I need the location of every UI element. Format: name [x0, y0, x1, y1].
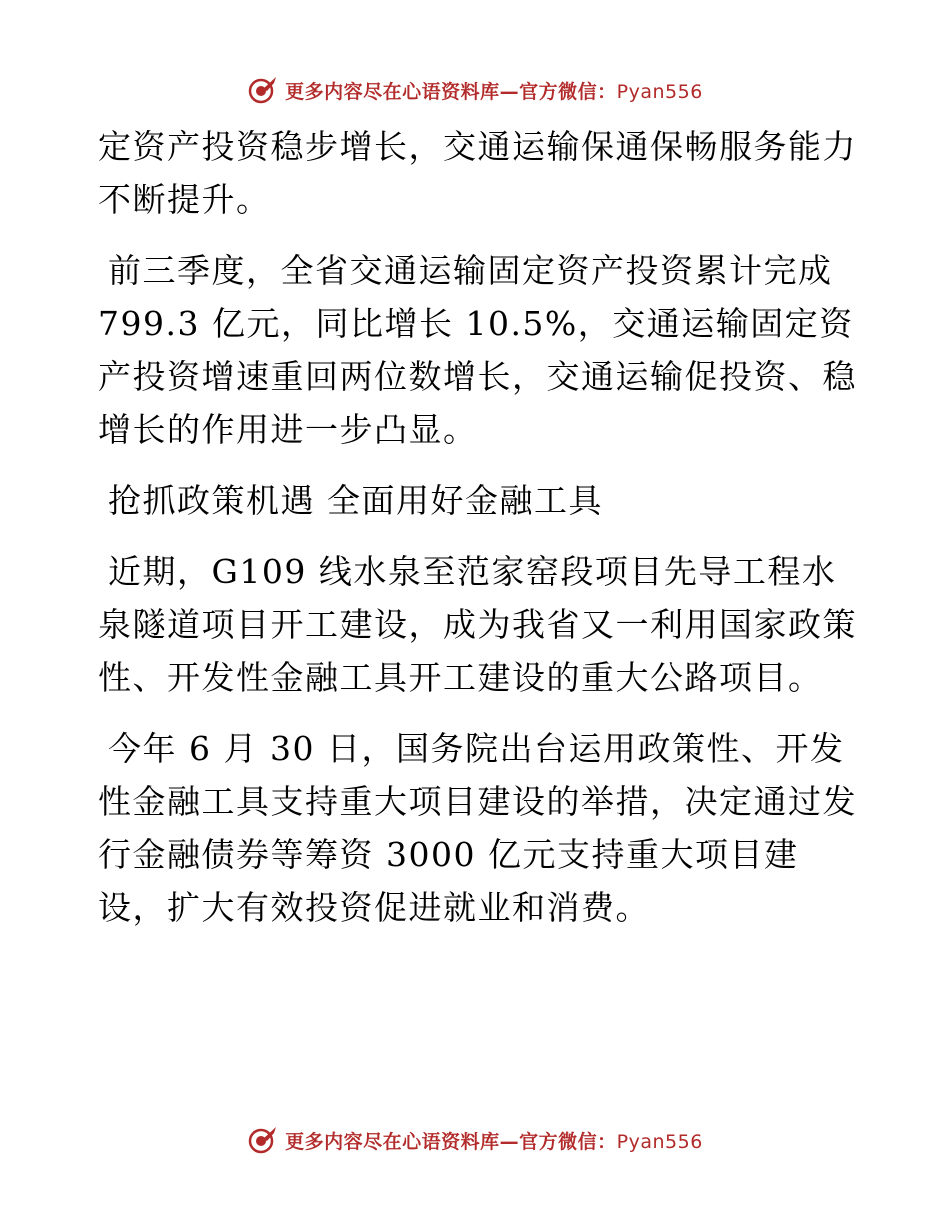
paragraph: 今年 6 月 30 日，国务院出台运用政策性、开发性金融工具支持重大项目建设的举措，决定通过发行金融债券等筹资 3000 亿元支持重大项目建设，扩大有效投资促进就业和消费。	[98, 729, 857, 927]
watermark-wechat-id: Pyan556	[616, 80, 703, 103]
paragraph: 近期，G109 线水泉至范家窑段项目先导工程水泉隧道项目开工建设，成为我省又一利用国家政策性、开发性金融工具开工建设的重大公路项目。	[98, 552, 857, 697]
paragraph: 前三季度，全省交通运输固定资产投资累计完成 799.3 亿元，同比增长 10.5%，交通运输固定资产投资增速重回两位数增长，交通运输促投资、稳增长的作用进一步凸显。	[98, 251, 857, 449]
watermark-text: 更多内容尽在心语资料库—官方微信：Pyan556	[285, 1130, 703, 1153]
quill-seal-icon	[247, 1124, 279, 1156]
header-watermark	[0, 72, 950, 108]
section-heading: 抢抓政策机遇 全面用好金融工具	[108, 481, 603, 520]
footer-watermark	[0, 1122, 950, 1158]
quill-seal-icon	[247, 74, 279, 106]
document-body	[98, 120, 858, 952]
watermark-wechat-id: Pyan556	[616, 1130, 703, 1153]
watermark-text: 更多内容尽在心语资料库—官方微信：Pyan556	[285, 80, 703, 103]
paragraph: 定资产投资稳步增长，交通运输保通保畅服务能力不断提升。	[98, 127, 857, 219]
